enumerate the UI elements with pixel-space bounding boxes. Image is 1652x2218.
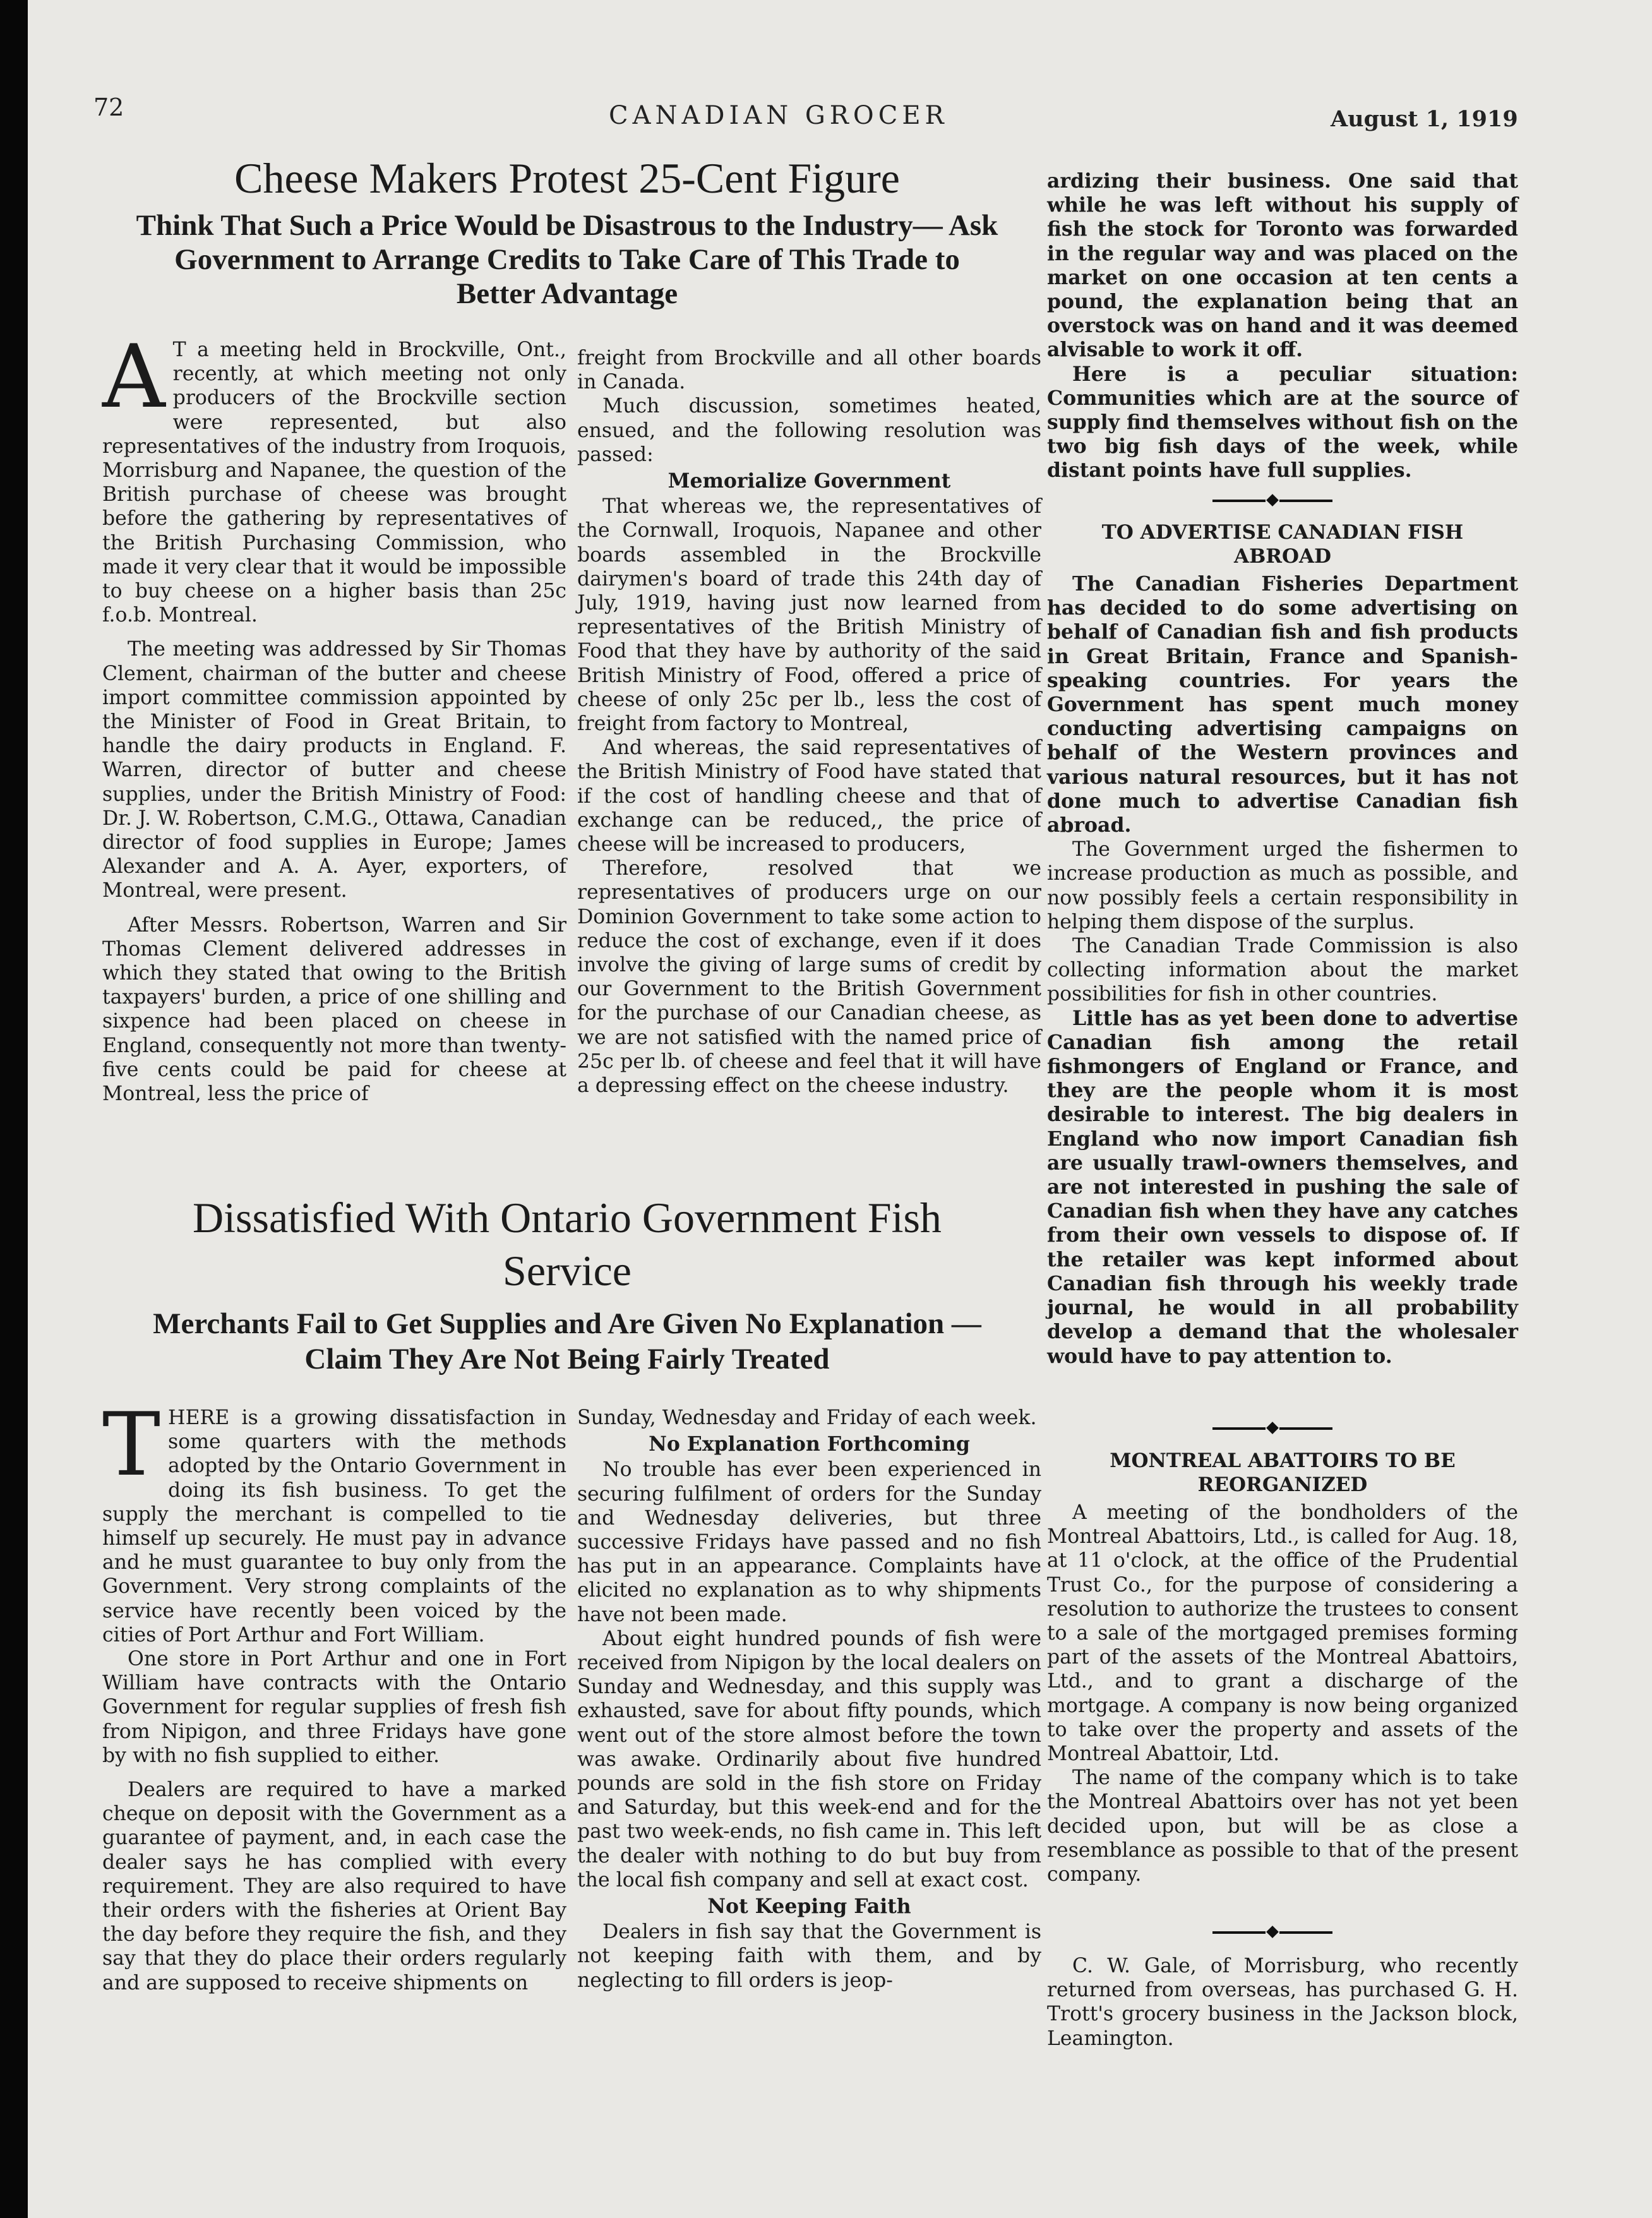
article1-column-1 [102, 326, 566, 1106]
abattoirs-heading: MONTREAL ABATTOIRS TO BE REORGANIZED [1110, 1449, 1456, 1496]
continuation-para-1: ardizing their business. One said that while he was left without his supply of fish the stock for Toronto was forwarded in the regular way and was placed on the market on one occasion at ten cents a pound, the explanation being that an overstock was on hand and it was deemed alvisable to work it off. [1047, 169, 1518, 362]
right-section-fish-advertising [1047, 520, 1518, 1369]
article2-col2-para-2: No trouble has ever been experienced in securing fulfilment of orders for the Sunday and Wednesday deliveries, but three successive Fridays have passed and no fish has put in an appearance. Complaints have elicited no explanation as to why shipments have not been made. [577, 1458, 1041, 1626]
right-section-abattoirs [1047, 1449, 1518, 1886]
section-divider-2 [1212, 1424, 1332, 1434]
article1-col2-para-1: freight from Brockville and all other boards in Canada. [577, 347, 1041, 394]
magazine-page [28, 0, 1652, 2218]
article2-headline [93, 1191, 1041, 1377]
article2-col1-para-3: Dealers are required to have a marked cheque on deposit with the Government as a guarantee of payment, and, in each case the dealer says he has complied with every requirement. They are also required to have their orders with the fisheries at Orient Bay the day before they require the fish, and they say that they do place their orders regularly and are supposed to receive shipments on [102, 1778, 566, 1994]
article2-deck: Merchants Fail to Get Supplies and Are Given No Explanation —Claim They Are Not Being Fairly Treated [153, 1307, 981, 1376]
article1-column-2 [577, 346, 1041, 1098]
fish-advertising-para-4: Little has as yet been done to advertise Canadian fish among the retail fishmongers of England or France, and they are the people whom it is most desirable to interest. The big dealers in England who now import Canadian fish are usually trawl-owners themselves, and are not interested in pushing the sale of Canadian fish when they have any catches from their own vessels to dispose of. If the retailer was kept informed about Canadian fish through his weekly trade journal, he would in all probability develop a demand that the wholesaler would have to pay attention to. [1047, 1006, 1518, 1368]
article1-col2-para-3: That whereas we, the representatives of the Cornwall, Iroquois, Napanee and other boards assembled in the Brockville dairymen's board of trade this 24th day of July, 1919, having just now learned from representatives of the British Ministry of Food that they have by authority of the said British Ministry of Food, offered a price of cheese of only 25c per lb., less the cost of freight from factory to Montreal, [577, 495, 1041, 736]
article2-column-2 [577, 1406, 1041, 1993]
abattoirs-para-2: The name of the company which is to take the Montreal Abattoirs over has not yet been decided upon, but will be as close a resemblance as possible to that of the present company. [1047, 1766, 1518, 1886]
article2-col2-para-1: Sunday, Wednesday and Friday of each week. [577, 1406, 1037, 1429]
article2-col1-para-1: THERE is a growing dissatisfaction in some quarters with the methods adopted by the Ontario Government in doing its fish business. To get the supply the merchant is compelled to tie himself up securely. He must pay in advance and he must guarantee to buy only from the Government. Very strong complaints of the service have recently been voiced by the cities of Port Arthur and Fort William. [102, 1394, 566, 1646]
article2-title: Dissatisfied With Ontario Government Fish Service [193, 1194, 942, 1295]
right-section-gale-purchase [1047, 1954, 1518, 2051]
article1-title: Cheese Makers Protest 25-Cent Figure [234, 154, 900, 202]
section-divider-1 [1212, 496, 1332, 506]
article2-subhead-2: Not Keeping Faith [707, 1895, 911, 1919]
article1-subhead: Memorialize Government [667, 469, 951, 493]
issue-date: August 1, 1919 [1331, 106, 1518, 132]
article2-col2-para-3: About eight hundred pounds of fish were received from Nipigon by the local dealers on Sunday and Wednesday, and this supply was exhausted, save for about fifty pounds, which went out of the store almost before the town was awake. Ordinarily about five hundred pounds are sold in the fish store on Friday and Saturday, but this week-end and for the past two week-ends, no fish came in. This left the dealer with nothing to do but buy from the local fish company and sell at exact cost. [577, 1627, 1041, 1891]
page-number: 72 [93, 93, 124, 121]
section-divider-3 [1212, 1927, 1332, 1938]
publication-name: CANADIAN GROCER [609, 101, 949, 130]
article2-subhead-1: No Explanation Forthcoming [649, 1432, 970, 1456]
article1-col2-para-2: Much discussion, sometimes heated, ensued, and the following resolution was passed: [577, 395, 1041, 466]
article1-col2-para-5: Therefore, resolved that we representatives of producers urge on our Dominion Government to take some action to reduce the cost of exchange, even if it does involve the giving of large sums of credit by our Government to the British Government for the purchase of our Canadian cheese, as we are not satisfied with the named price of 25c per lb. of cheese and feel that it will have a depressing effect on the cheese industry. [577, 857, 1041, 1098]
article2-column-1 [102, 1394, 566, 1995]
article2-col2-para-4: Dealers in fish say that the Government is not keeping faith with them, and by neglecting to fill orders is jeop- [577, 1921, 1041, 1992]
article1-col2-para-4: And whereas, the said representatives of the British Ministry of Food have stated that if the cost of handling cheese and that of exchange can be reduced,, the price of cheese will be increased to producers, [577, 736, 1041, 856]
article2-col1-para-2: One store in Port Arthur and one in Fort William have contracts with the Ontario Government for regular supplies of fresh fish from Nipigon, and three Fridays have gone by with no fish supplied to either. [102, 1648, 566, 1767]
fish-advertising-para-3: The Canadian Trade Commission is also collecting information about the market possibilities for fish in other countries. [1047, 935, 1518, 1006]
article1-headline [93, 152, 1041, 311]
article1-deck: Think That Such a Price Would be Disastrous to the Industry— Ask Government to Arrange Credits to Take Care of This Trade to Better Advantage [136, 209, 998, 310]
abattoirs-para-1: A meeting of the bondholders of the Montreal Abattoirs, Ltd., is called for Aug. 18, at 11 o'clock, at the office of the Prudential Trust Co., for the purpose of considering a resolution to authorize the trustees to consent to a sale of the mortgaged premises forming part of the assets of the Montreal Abattoirs, Ltd., and to grant a discharge of the mortgage. A company is now being organized to take over the property and assets of the Montreal Abattoir, Ltd. [1047, 1501, 1518, 1766]
article1-col1-para-1: A T a meeting held in Brockville, Ont., recently, at which meeting not only producers of the Brockville section were represented, but also representatives of the industry from Iroquois, Morrisburg and Napanee, the question of the British purchase of cheese was brought before the gathering by representatives of the British Purchasing Commission, who made it very clear that it would be impossible to buy cheese on a higher basis than 25c f.o.b. Montreal. [102, 326, 566, 627]
article2-dropcap: T [102, 1394, 161, 1496]
gale-purchase-para: C. W. Gale, of Morrisburg, who recently returned from overseas, has purchased G. H. Trott's grocery business in the Jackson block, Leamington. [1047, 1955, 1518, 2050]
continuation-para-2: Here is a peculiar situation: Communities which are at the source of supply find themselves without fish on the two big fish days of the week, while distant points have full supplies. [1047, 362, 1518, 483]
fish-advertising-para-2: The Government urged the fishermen to increase production as much as possible, and now possibly feels a certain responsibility in helping them dispose of the surplus. [1047, 838, 1518, 933]
article1-col1-para-3: After Messrs. Robertson, Warren and Sir Thomas Clement delivered addresses in which they stated that owing to the British taxpayers' burden, a price of one shilling and sixpence had been placed on cheese in England, consequently not more than twenty-five cents could be paid for cheese at Montreal, less the price of [102, 913, 566, 1106]
fish-advertising-para-1: The Canadian Fisheries Department has decided to do some advertising on behalf of Canadian fish and fish products in Great Britain, France and Spanish-speaking countries. For years the Government has spent much money conducting advertising campaigns on behalf of the Western provinces and various natural resources, but it has not done much to advertise Canadian fish abroad. [1047, 572, 1518, 837]
fish-advertising-heading: TO ADVERTISE CANADIAN FISH ABROAD [1101, 521, 1464, 568]
right-column-continuation [1047, 169, 1518, 483]
article1-col1-para-2: The meeting was addressed by Sir Thomas Clement, chairman of the butter and cheese import committee commission appointed by the Minister of Food in Great Britain, to handle the dairy products in England. F. Warren, director of butter and cheese supplies, under the British Ministry of Food: Dr. J. W. Robertson, C.M.G., Ottawa, Canadian director of food supplies in Europe; James Alexander and A. A. Ayer, exporters, of Montreal, were present. [102, 638, 566, 902]
article1-dropcap: A [102, 326, 165, 428]
